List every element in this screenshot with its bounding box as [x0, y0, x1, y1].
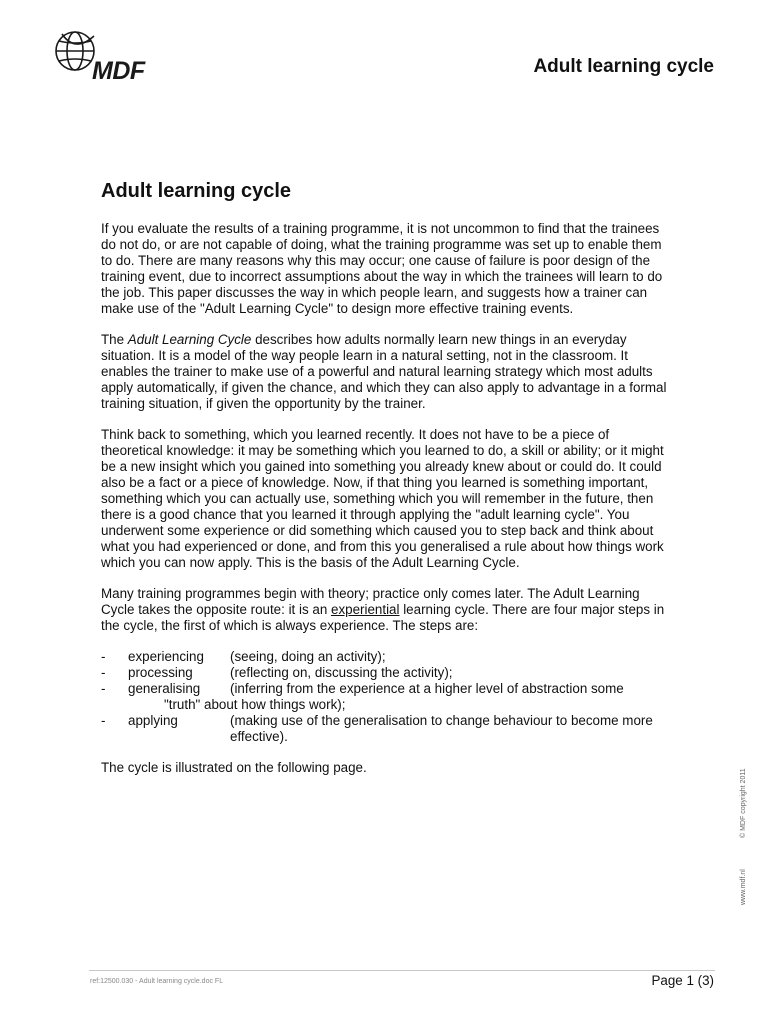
step-description: (inferring from the experience at a higher level of abstraction some: [230, 681, 624, 696]
header-title: Adult learning cycle: [533, 56, 714, 77]
footer-reference: ref:12500.030 - Adult learning cycle.doc FL: [90, 978, 224, 985]
step-continuation: "truth" about how things work);: [164, 697, 346, 712]
page-number: Page 1 (3): [651, 973, 714, 988]
document-heading: Adult learning cycle: [101, 180, 292, 202]
list-item: [101, 681, 671, 697]
list-item: [101, 649, 671, 665]
logo-text: MDF: [92, 57, 145, 85]
list-bullet: -: [101, 681, 106, 696]
step-name: experiencing: [128, 649, 204, 664]
text-fragment: The: [101, 332, 128, 347]
side-url: www.mdf.nl: [740, 869, 747, 905]
list-item: [101, 665, 671, 681]
document-body: [101, 180, 671, 791]
paragraph-reflection: Think back to something, which you learned recently. It does not have to be a piece of theoretical knowledge: it may be something which you learned to do, a skill or ability; or it might be a new insight which you gained into something you already knew about or could do. It could also be a fact or a piece of knowledge. Now, if that thing you learned is something important, something which you can actually use, something which you will remember in the future, then there is a good chance that you learned it through applying the "adult learning cycle". You underwent some experience or did something which caused you to step back and think about what you had experienced or done, and from this you generalised a rule about how things work which you can now apply. This is the basis of the Adult Learning Cycle.: [101, 427, 664, 570]
text-fragment: learning cycle. There are four major steps in the cycle, the first of which is always experience. The steps are:: [101, 602, 665, 633]
step-name: processing: [128, 665, 193, 680]
underlined-term: experiential: [331, 602, 400, 617]
step-name: applying: [128, 713, 178, 728]
list-bullet: -: [101, 713, 106, 728]
paragraph-definition: [101, 332, 671, 412]
paragraph-closing: The cycle is illustrated on the following page.: [101, 760, 367, 775]
step-description: (reflecting on, discussing the activity);: [230, 665, 453, 680]
list-bullet: -: [101, 665, 106, 680]
paragraph-intro: If you evaluate the results of a training programme, it is not uncommon to find that the trainees do not do, or are not capable of doing, what the training programme was set up to enable them to do. There are many reasons why this may occur; one cause of failure is poor design of the training event, due to incorrect assumptions about the way in which the trainees will learn to do the job. This paper discusses the way in which people learn, and suggests how a trainer can make use of the "Adult Learning Cycle" to design more effective training events.: [101, 221, 663, 316]
list-bullet: -: [101, 649, 106, 664]
text-fragment: Many training programmes begin with theory; practice only comes later. The Adult Learning Cycle takes the opposite route: it is an: [101, 586, 640, 617]
text-fragment: describes how adults normally learn new things in an everyday situation. It is a model of the way people learn in a natural setting, not in the classroom. It enables the trainer to make use of a powerful and natural learning strategy which most adults apply automatically, if given the chance, and which they can also apply to advantage in a formal training situation, if given the opportunity by the trainer.: [101, 332, 667, 411]
side-copyright: © MDF copyright 2011: [740, 768, 747, 838]
step-name: generalising: [128, 681, 201, 696]
footer-divider: [89, 970, 715, 971]
emphasis-term: Adult Learning Cycle: [127, 332, 252, 347]
mdf-logo: [52, 28, 162, 88]
step-description: (seeing, doing an activity);: [230, 649, 386, 664]
list-item: [101, 713, 671, 745]
paragraph-steps-intro: [101, 586, 671, 634]
step-description: (making use of the generalisation to change behaviour to become more effective).: [230, 713, 653, 744]
steps-list: [101, 649, 671, 745]
